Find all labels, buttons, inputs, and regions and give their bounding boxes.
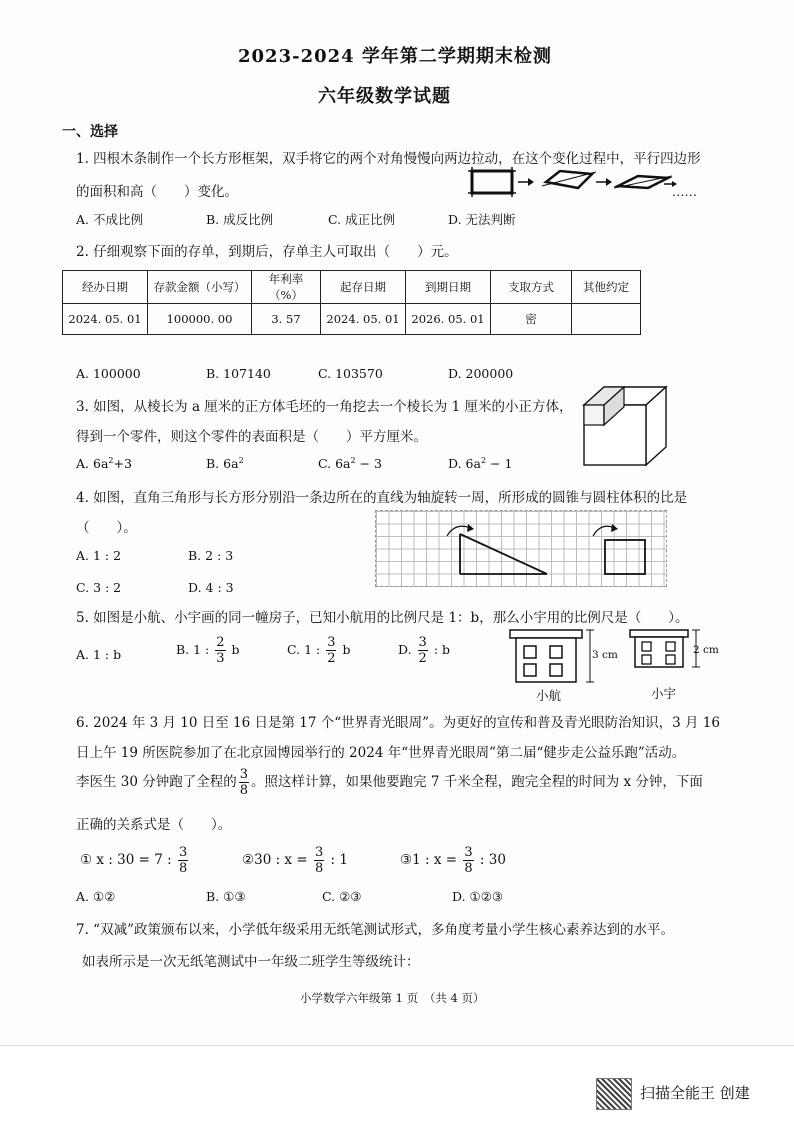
q1-option-a[interactable]: A. 不成比例 bbox=[76, 212, 143, 227]
q6-fraction bbox=[239, 768, 249, 797]
q6-relation-2 bbox=[242, 846, 348, 875]
house-xiaohang-height: 3 cm bbox=[592, 649, 618, 661]
exam-subtitle: 六年级数学试题 bbox=[318, 86, 451, 107]
fraction-numerator: 3 bbox=[464, 845, 473, 860]
q5-line1: 5. 如图是小航、小宇画的同一幢房子，已知小航用的比例尺是 1：b，那么小宇用的比例尺是（ ）。 bbox=[76, 610, 689, 626]
page-footer: 小学数学六年级第 1 页 （共 4 页） bbox=[300, 991, 485, 1005]
q5-option-c-fraction bbox=[326, 636, 336, 665]
q5-option-d-tail: : b bbox=[433, 642, 450, 657]
q3-option-c-base: 6a bbox=[335, 456, 351, 472]
table-header-cell: 其他约定 bbox=[572, 271, 641, 304]
q1-option-b[interactable]: B. 成反比例 bbox=[206, 212, 274, 227]
q3-option-c-tail: − 3 bbox=[355, 456, 382, 472]
q4-rotation-shapes bbox=[375, 510, 667, 588]
q6-option-b[interactable]: B. ①③ bbox=[206, 889, 246, 904]
q6-relation-3-end: : 30 bbox=[479, 852, 506, 868]
table-header-cell: 起存日期 bbox=[321, 271, 406, 304]
q3-option-b[interactable] bbox=[206, 456, 244, 471]
fraction-numerator: 3 bbox=[314, 845, 324, 860]
table-header-cell: 年利率（%） bbox=[252, 271, 321, 304]
q4-option-c[interactable]: C. 3 : 2 bbox=[76, 580, 122, 595]
table-header-cell: 到期日期 bbox=[406, 271, 491, 304]
q5-option-b-label: B. 1 : bbox=[176, 642, 210, 657]
exam-title: 2023-2024 学年第二学期期末检测 bbox=[238, 46, 552, 67]
q3-option-d-sup: 2 bbox=[480, 456, 487, 465]
fraction-denominator: 8 bbox=[464, 861, 473, 876]
q3-option-b-sup: 2 bbox=[238, 456, 244, 465]
q6-line4: 正确的关系式是（ ）。 bbox=[76, 817, 232, 833]
deposit-slip-table bbox=[62, 270, 641, 335]
q6-line1: 6. 2024 年 3 月 10 日至 16 日是第 17 个“世界青光眼周”。为更好的宣传和普及青光眼防治知识，3 月 16 bbox=[76, 715, 720, 731]
fraction-numerator: 3 bbox=[178, 845, 188, 860]
q5-option-d[interactable] bbox=[398, 636, 450, 665]
qr-code-icon bbox=[596, 1078, 632, 1110]
table-cell: 密 bbox=[491, 304, 572, 335]
q5-option-d-label: D. bbox=[398, 642, 412, 657]
q3-option-d-tail: − 1 bbox=[486, 456, 513, 472]
table-cell: 2024. 05. 01 bbox=[63, 304, 148, 335]
fraction-denominator: 2 bbox=[418, 651, 427, 666]
q3-option-d[interactable] bbox=[448, 456, 512, 471]
house-xiaohang-figure bbox=[508, 628, 598, 686]
q4-option-a[interactable]: A. 1 : 2 bbox=[76, 548, 122, 563]
q5-option-b-fraction bbox=[215, 636, 225, 665]
q2-option-c[interactable]: C. 103570 bbox=[318, 366, 383, 381]
q2-option-d[interactable]: D. 200000 bbox=[448, 366, 514, 381]
q2-option-a[interactable]: A. 100000 bbox=[76, 366, 141, 381]
house-xiaoyu-label: 小宇 bbox=[651, 686, 677, 701]
q3-option-d-label: D. bbox=[448, 456, 462, 472]
q3-option-c-sup: 2 bbox=[350, 456, 356, 465]
table-header-cell: 支取方式 bbox=[491, 271, 572, 304]
table-cell: 2026. 05. 01 bbox=[406, 304, 491, 335]
q3-option-c[interactable] bbox=[318, 456, 382, 471]
q6-line2: 日上午 19 所医院参加了在北京园博园举行的 2024 年“世界青光眼周”第二届“健步走公益乐跑”活动。 bbox=[76, 745, 686, 761]
table-header-cell: 经办日期 bbox=[63, 271, 148, 304]
q1-option-c[interactable]: C. 成正比例 bbox=[328, 212, 396, 227]
q3-option-a-label: A. bbox=[76, 456, 90, 472]
q3-line2: 得到一个零件，则这个零件的表面积是（ ）平方厘米。 bbox=[76, 429, 427, 445]
fraction-denominator: 8 bbox=[314, 861, 324, 876]
fraction-numerator: 3 bbox=[239, 767, 249, 782]
q7-line2: 如表所示是一次无纸笔测试中一年级二班学生等级统计： bbox=[82, 954, 420, 970]
q7-line1: 7. “双减”政策颁布以来，小学低年级采用无纸笔测试形式，多角度考量小学生核心素养达到的水平。 bbox=[76, 922, 674, 938]
q6-relation-1 bbox=[80, 846, 190, 875]
table-cell: 3. 57 bbox=[252, 304, 321, 335]
q6-line3-end: 。照这样计算，如果他要跑完 7 千米全程，跑完全程的时间为 x 分钟，下面 bbox=[251, 774, 703, 790]
fraction-numerator: 3 bbox=[418, 635, 427, 650]
table-header-cell: 存款金额（小写） bbox=[148, 271, 252, 304]
q3-option-c-label: C. bbox=[318, 456, 332, 472]
q4-option-b[interactable]: B. 2 : 3 bbox=[188, 548, 234, 563]
q6-option-a[interactable]: A. ①② bbox=[76, 889, 116, 904]
fraction-denominator: 8 bbox=[239, 783, 249, 798]
q2-option-b[interactable]: B. 107140 bbox=[206, 366, 271, 381]
q6-relation-1-fraction bbox=[178, 846, 188, 875]
table-header-row bbox=[63, 271, 641, 304]
q6-line3-start: 李医生 30 分钟跑了全程的 bbox=[76, 774, 237, 790]
q3-option-d-base: 6a bbox=[465, 456, 481, 472]
q3-option-a-tail: +3 bbox=[113, 456, 132, 472]
q6-relation-3-start: ③1 : x = bbox=[400, 852, 458, 868]
q1-figure-dots: …… bbox=[672, 184, 697, 199]
q4-line2: （ ）。 bbox=[76, 520, 137, 536]
q4-option-d[interactable]: D. 4 : 3 bbox=[188, 580, 234, 595]
q3-cube-figure bbox=[580, 383, 670, 471]
q3-option-b-label: B. bbox=[206, 456, 220, 472]
q3-option-a-base: 6a bbox=[93, 456, 109, 472]
fraction-denominator: 3 bbox=[216, 651, 225, 666]
scanner-watermark-text: 扫描全能王 创建 bbox=[640, 1084, 750, 1102]
table-cell: 100000. 00 bbox=[148, 304, 252, 335]
table-cell bbox=[572, 304, 641, 335]
q5-option-c-tail: b bbox=[342, 642, 351, 657]
q5-option-a[interactable]: A. 1 : b bbox=[76, 647, 122, 662]
fraction-numerator: 3 bbox=[327, 635, 336, 650]
q6-relation-3 bbox=[400, 846, 506, 875]
q6-relation-2-start: ②30 : x = bbox=[242, 852, 308, 868]
q3-option-a-sup: 2 bbox=[108, 456, 114, 465]
q1-frame-figure bbox=[468, 166, 688, 200]
section-heading: 一、选择 bbox=[62, 124, 118, 140]
q5-option-b-tail: b bbox=[231, 642, 240, 657]
q3-line1: 3. 如图，从棱长为 a 厘米的正方体毛坯的一角挖去一个棱长为 1 厘米的小正方体， bbox=[76, 399, 573, 415]
q3-option-a[interactable] bbox=[76, 456, 132, 471]
q2-line1: 2. 仔细观察下面的存单，到期后，存单主人可取出（ ）元。 bbox=[76, 244, 458, 260]
fraction-denominator: 8 bbox=[178, 861, 188, 876]
house-xiaohang-label: 小航 bbox=[536, 688, 562, 703]
house-xiaoyu-height: 2 cm bbox=[693, 644, 719, 656]
table-cell: 2024. 05. 01 bbox=[321, 304, 406, 335]
q1-line1: 1. 四根木条制作一个长方形框架，双手将它的两个对角慢慢向两边拉动，在这个变化过程中，平行四边形 bbox=[76, 151, 701, 167]
q3-option-b-base: 6a bbox=[223, 456, 239, 472]
q6-relation-2-fraction bbox=[314, 846, 324, 875]
q4-line1: 4. 如图，直角三角形与长方形分别沿一条边所在的直线为轴旋转一周，所形成的圆锥与圆柱体积的比是 bbox=[76, 490, 688, 506]
q6-relation-2-end: : 1 bbox=[330, 852, 348, 868]
q6-option-d[interactable]: D. ①②③ bbox=[452, 889, 504, 904]
table-row bbox=[63, 304, 641, 335]
q1-line2: 的面积和高（ ）变化。 bbox=[76, 184, 238, 200]
q5-option-c[interactable] bbox=[287, 636, 350, 665]
fraction-numerator: 2 bbox=[216, 635, 225, 650]
q1-option-d[interactable]: D. 无法判断 bbox=[448, 212, 516, 227]
q6-line3 bbox=[76, 768, 703, 797]
q6-option-c[interactable]: C. ②③ bbox=[322, 889, 362, 904]
q6-relation-3-fraction bbox=[463, 846, 473, 875]
q6-relation-1-text: ① x : 30 = 7 : bbox=[80, 852, 172, 868]
q5-option-c-label: C. 1 : bbox=[287, 642, 321, 657]
q5-option-b[interactable] bbox=[176, 636, 240, 665]
fraction-denominator: 2 bbox=[327, 651, 336, 666]
q5-option-d-fraction bbox=[418, 636, 428, 665]
